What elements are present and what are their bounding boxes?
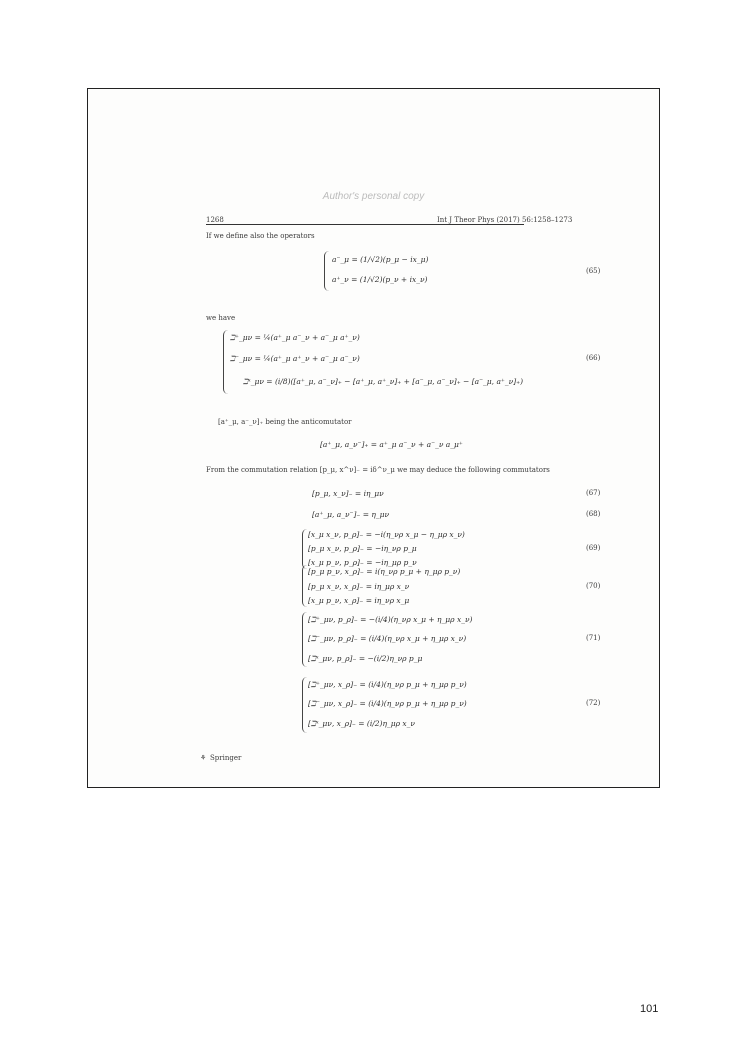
eq66-line: ℶˣ_μν = (i/8)([a⁺_μ, a⁻_ν]₊ − [a⁺_μ, a⁺_ν]₊ + [a⁻_μ, a⁻_ν]₊ − [a⁻_μ, a⁺_ν]₊): [243, 377, 524, 386]
footer-publisher: Springer: [210, 754, 242, 762]
eq65-label: (65): [586, 267, 601, 275]
eq72-line: [ℶ⁺_μν, x_ρ]₋ = (i/4)(η_νρ p_μ + η_μρ p_ν): [308, 680, 467, 689]
eq70-line: [p_μ p_ν, x_ρ]₋ = i(η_νρ p_μ + η_μρ p_ν): [308, 567, 461, 576]
eq66-line: ℶ⁻_μν = ¼(a⁺_μ a⁺_ν + a⁻_μ a⁻_ν): [230, 354, 360, 363]
eq71-line: [ℶ⁻_μν, p_ρ]₋ = (i/4)(η_νρ x_μ + η_μρ x_ν): [308, 634, 467, 643]
intro-text: If we define also the operators: [206, 232, 315, 240]
eq65-line: a⁺_ν = (1/√2)(p_ν + ix_ν): [332, 275, 428, 284]
anticommutator-text: [a⁺_μ, a⁻_ν]₊ being the anticomutator: [218, 418, 352, 426]
eq70-line: [p_μ x_ν, x_ρ]₋ = iη_μρ x_ν: [308, 582, 410, 591]
brace: [302, 612, 307, 667]
we-have-text: we have: [206, 314, 236, 322]
eq66-line: ℶ⁺_μν = ¼(a⁺_μ a⁻_ν + a⁻_μ a⁺_ν): [230, 333, 360, 342]
header-journal: Int J Theor Phys (2017) 56:1258–1273: [437, 216, 573, 224]
page-number: 101: [640, 1003, 659, 1015]
scanned-page: [87, 88, 660, 788]
eq69-line: [p_μ x_ν, p_ρ]₋ = −iη_νρ p_μ: [308, 544, 417, 553]
springer-logo-icon: ⚘: [200, 754, 207, 762]
eq69-line: [x_μ p_ν, p_ρ]₋ = −iη_μρ p_ν: [308, 558, 417, 567]
eq70-line: [x_μ p_ν, x_ρ]₋ = iη_νρ x_μ: [308, 596, 410, 605]
eq72-label: (72): [586, 699, 601, 707]
eq67-line: [p_μ, x_ν]₋ = iη_μν: [312, 489, 384, 498]
eq65-line: a⁻_μ = (1/√2)(p_μ − ix_μ): [332, 255, 429, 264]
brace: [324, 251, 329, 291]
header-page-number: 1268: [206, 216, 224, 224]
eq67-label: (67): [586, 489, 601, 497]
eq69-label: (69): [586, 544, 601, 552]
eq69-line: [x_μ x_ν, p_ρ]₋ = −i(η_νρ x_μ − η_μρ x_ν): [308, 530, 465, 539]
brace: [302, 529, 307, 569]
header-rule: [206, 224, 524, 225]
eq72-line: [ℶˣ_μν, x_ρ]₋ = (i/2)η_μρ x_ν: [308, 719, 415, 728]
eq72-line: [ℶ⁻_μν, x_ρ]₋ = (i/4)(η_νρ p_μ + η_μρ p_ν): [308, 699, 467, 708]
eq70-label: (70): [586, 582, 601, 590]
eq68-line: [a⁺_μ, a_ν⁻]₋ = η_μν: [312, 510, 390, 519]
brace: [223, 330, 228, 394]
eq71-line: [ℶ⁺_μν, p_ρ]₋ = −(i/4)(η_νρ x_μ + η_μρ x_ν): [308, 615, 473, 624]
eq71-label: (71): [586, 634, 601, 642]
anticommutator-equation: [a⁺_μ, a_ν⁻]₊ = a⁺_μ a⁻_ν + a⁻_ν a_μ⁺: [320, 440, 463, 449]
eq68-label: (68): [586, 510, 601, 518]
commutation-text: From the commutation relation [p_μ, x^ν]₋ = iδ^ν_μ we may deduce the following commutators: [206, 466, 550, 474]
eq66-label: (66): [586, 354, 601, 362]
watermark: Author's personal copy: [322, 191, 425, 202]
eq71-line: [ℶˣ_μν, p_ρ]₋ = −(i/2)η_νρ p_μ: [308, 654, 423, 663]
brace: [302, 565, 307, 607]
brace: [302, 677, 307, 733]
